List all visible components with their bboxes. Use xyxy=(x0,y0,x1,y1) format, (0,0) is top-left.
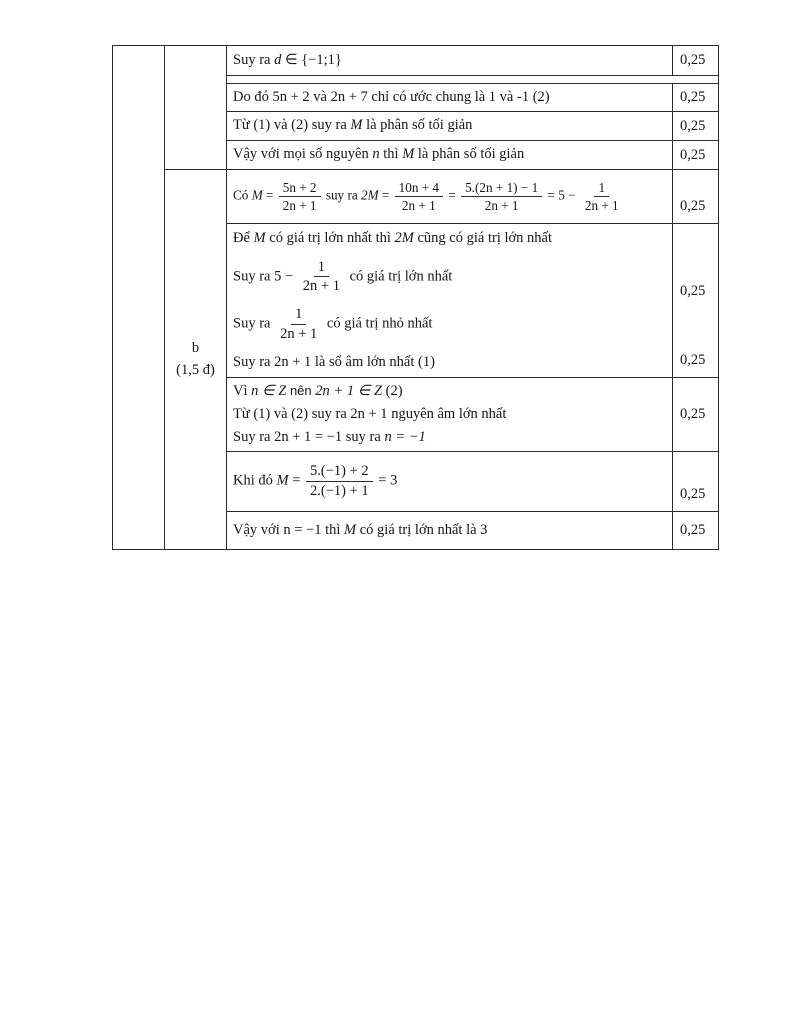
points-cell-3 xyxy=(672,112,718,141)
frac-numerator: 5.(−1) + 2 xyxy=(306,463,373,482)
frac-denominator: 2n + 1 xyxy=(282,198,317,213)
fraction xyxy=(395,180,443,213)
frac-numerator: 1 xyxy=(291,306,306,325)
points-cell-4 xyxy=(672,141,718,170)
points-cell-6 xyxy=(672,224,718,378)
part-label-cell xyxy=(165,170,227,549)
text: thì xyxy=(383,146,399,163)
frac-numerator: 1 xyxy=(314,259,329,278)
solution-row-4 xyxy=(227,141,672,170)
grading-rubric-table xyxy=(112,45,719,550)
math-expr: 5 − xyxy=(274,268,294,285)
frac-denominator: 2n + 1 xyxy=(280,325,318,342)
math-expr: 2n + 1 = −1 xyxy=(274,429,343,446)
text: Khi đó xyxy=(233,472,273,489)
text: Từ (1) và (2) suy ra xyxy=(233,117,347,134)
text: suy ra xyxy=(345,429,381,446)
solution-row-1 xyxy=(227,46,672,76)
text: nên xyxy=(289,382,312,398)
solution-line xyxy=(233,259,666,295)
frac-denominator: 2.(−1) + 1 xyxy=(310,483,369,499)
points-cell-8 xyxy=(672,452,718,512)
points-cell-5 xyxy=(672,170,718,224)
math-var: M xyxy=(251,187,263,203)
text: là phân số tối giản xyxy=(417,146,525,163)
part-label-empty-cell xyxy=(165,46,227,170)
frac-numerator: 5n + 2 xyxy=(279,180,321,197)
frac-denominator: 2n + 1 xyxy=(584,198,619,213)
points-cell-2 xyxy=(672,84,718,112)
text: Suy ra xyxy=(233,315,271,332)
math-var: M xyxy=(253,230,266,246)
equals-sign: = 5 − xyxy=(547,187,576,203)
text: có giá trị lớn nhất thì xyxy=(269,230,391,246)
table-gap xyxy=(227,76,672,84)
points-value: 0,25 xyxy=(680,406,706,423)
solution-line xyxy=(233,116,666,135)
question-number-cell xyxy=(113,46,165,549)
math-var: n xyxy=(372,146,380,163)
solution-line xyxy=(233,428,666,447)
text: nguyên âm lớn nhất xyxy=(391,405,507,422)
solution-row-5 xyxy=(227,170,672,224)
fraction xyxy=(299,259,344,295)
math-var: M xyxy=(276,472,289,489)
text: Từ (1) và (2) suy ra xyxy=(233,405,347,422)
text: suy ra xyxy=(325,187,358,203)
solution-line xyxy=(233,145,666,164)
text: là số âm lớn nhất (1) xyxy=(314,353,435,370)
points-cell-9 xyxy=(672,512,718,549)
text: Vì xyxy=(233,382,248,399)
points-value: 0,25 xyxy=(680,522,706,539)
formula-line xyxy=(233,463,666,499)
part-label: b xyxy=(191,340,200,357)
math-set: ∈ {−1;1} xyxy=(284,51,342,68)
text: là phân số tối giản xyxy=(366,117,473,134)
math-expr: n = −1 xyxy=(384,429,426,446)
solution-row-2 xyxy=(227,84,672,112)
math-expr: 2n + 1 xyxy=(350,405,388,422)
equals-sign: = xyxy=(265,187,274,203)
equals-sign: = xyxy=(292,472,301,489)
solution-row-9 xyxy=(227,512,672,549)
points-cell-1 xyxy=(672,46,718,76)
points-value: 0,25 xyxy=(680,485,706,502)
text: Suy ra xyxy=(233,353,271,370)
solution-line xyxy=(233,382,666,401)
points-value: 0,25 xyxy=(680,146,706,163)
equals-sign: = 3 xyxy=(378,472,398,489)
table-gap xyxy=(672,76,718,84)
solution-line xyxy=(233,405,666,424)
frac-numerator: 1 xyxy=(594,180,609,197)
fraction xyxy=(279,180,321,213)
points-cell-7 xyxy=(672,378,718,452)
math-var: M xyxy=(402,146,415,163)
solution-line xyxy=(233,229,666,248)
frac-denominator: 2n + 1 xyxy=(302,278,340,295)
frac-numerator: 10n + 4 xyxy=(395,180,443,197)
text: thì xyxy=(325,521,341,538)
solution-row-8 xyxy=(227,452,672,512)
text: có giá trị nhỏ nhất xyxy=(326,315,433,332)
frac-denominator: 2n + 1 xyxy=(401,198,436,213)
formula-line xyxy=(233,180,666,213)
text: chỉ có ước chung là 1 và -1 (2) xyxy=(371,88,550,105)
text: Suy ra xyxy=(233,268,271,285)
math-expr: 2n + 1 ∈ Z xyxy=(315,382,383,399)
frac-numerator: 5.(2n + 1) − 1 xyxy=(461,180,542,197)
fraction xyxy=(276,306,321,342)
math-var: M xyxy=(350,117,363,134)
math-expr: 2n + 7 xyxy=(330,88,368,105)
equals-sign: = xyxy=(381,187,390,203)
points-value: 0,25 xyxy=(680,117,706,134)
solution-row-3 xyxy=(227,112,672,141)
solution-row-7 xyxy=(227,378,672,452)
math-var: 2M xyxy=(361,187,379,203)
text: Có xyxy=(233,187,249,203)
solution-line xyxy=(233,306,666,342)
text: Suy ra xyxy=(233,429,271,446)
points-value: 0,25 xyxy=(680,351,706,368)
math-expr: 5n + 2 xyxy=(272,88,310,105)
text: Để xyxy=(233,230,250,246)
math-var: 2M xyxy=(394,230,414,246)
math-expr: n ∈ Z xyxy=(251,382,287,399)
points-value: 0,25 xyxy=(680,283,706,299)
points-value: 0,25 xyxy=(680,52,706,69)
solution-line xyxy=(233,353,666,372)
equals-sign: = xyxy=(448,187,456,203)
solution-line xyxy=(233,51,666,70)
text: có giá trị lớn nhất xyxy=(349,268,453,285)
part-points-total: (1,5 đ) xyxy=(176,361,215,378)
solution-line xyxy=(233,88,666,107)
text: cũng có giá trị lớn nhất xyxy=(417,230,553,246)
math-expr: n = −1 xyxy=(283,521,322,538)
frac-denominator: 2n + 1 xyxy=(484,198,519,213)
text: Do đó xyxy=(233,88,269,105)
fraction xyxy=(581,180,623,213)
math-expr: 2n + 1 xyxy=(274,353,312,370)
points-value: 0,25 xyxy=(680,89,706,106)
fraction xyxy=(306,463,373,499)
text: Suy ra xyxy=(233,51,271,68)
solution-row-6 xyxy=(227,224,672,378)
points-value: 0,25 xyxy=(680,197,706,214)
text: Vậy với mọi số nguyên xyxy=(233,146,369,163)
math-var: d xyxy=(274,51,282,68)
solution-line xyxy=(233,521,666,540)
math-var: M xyxy=(344,521,357,538)
text: có giá trị lớn nhất là 3 xyxy=(359,521,488,538)
text: và xyxy=(313,88,327,105)
text: (2) xyxy=(385,382,403,399)
fraction xyxy=(461,180,542,213)
text: Vậy với xyxy=(233,521,280,538)
